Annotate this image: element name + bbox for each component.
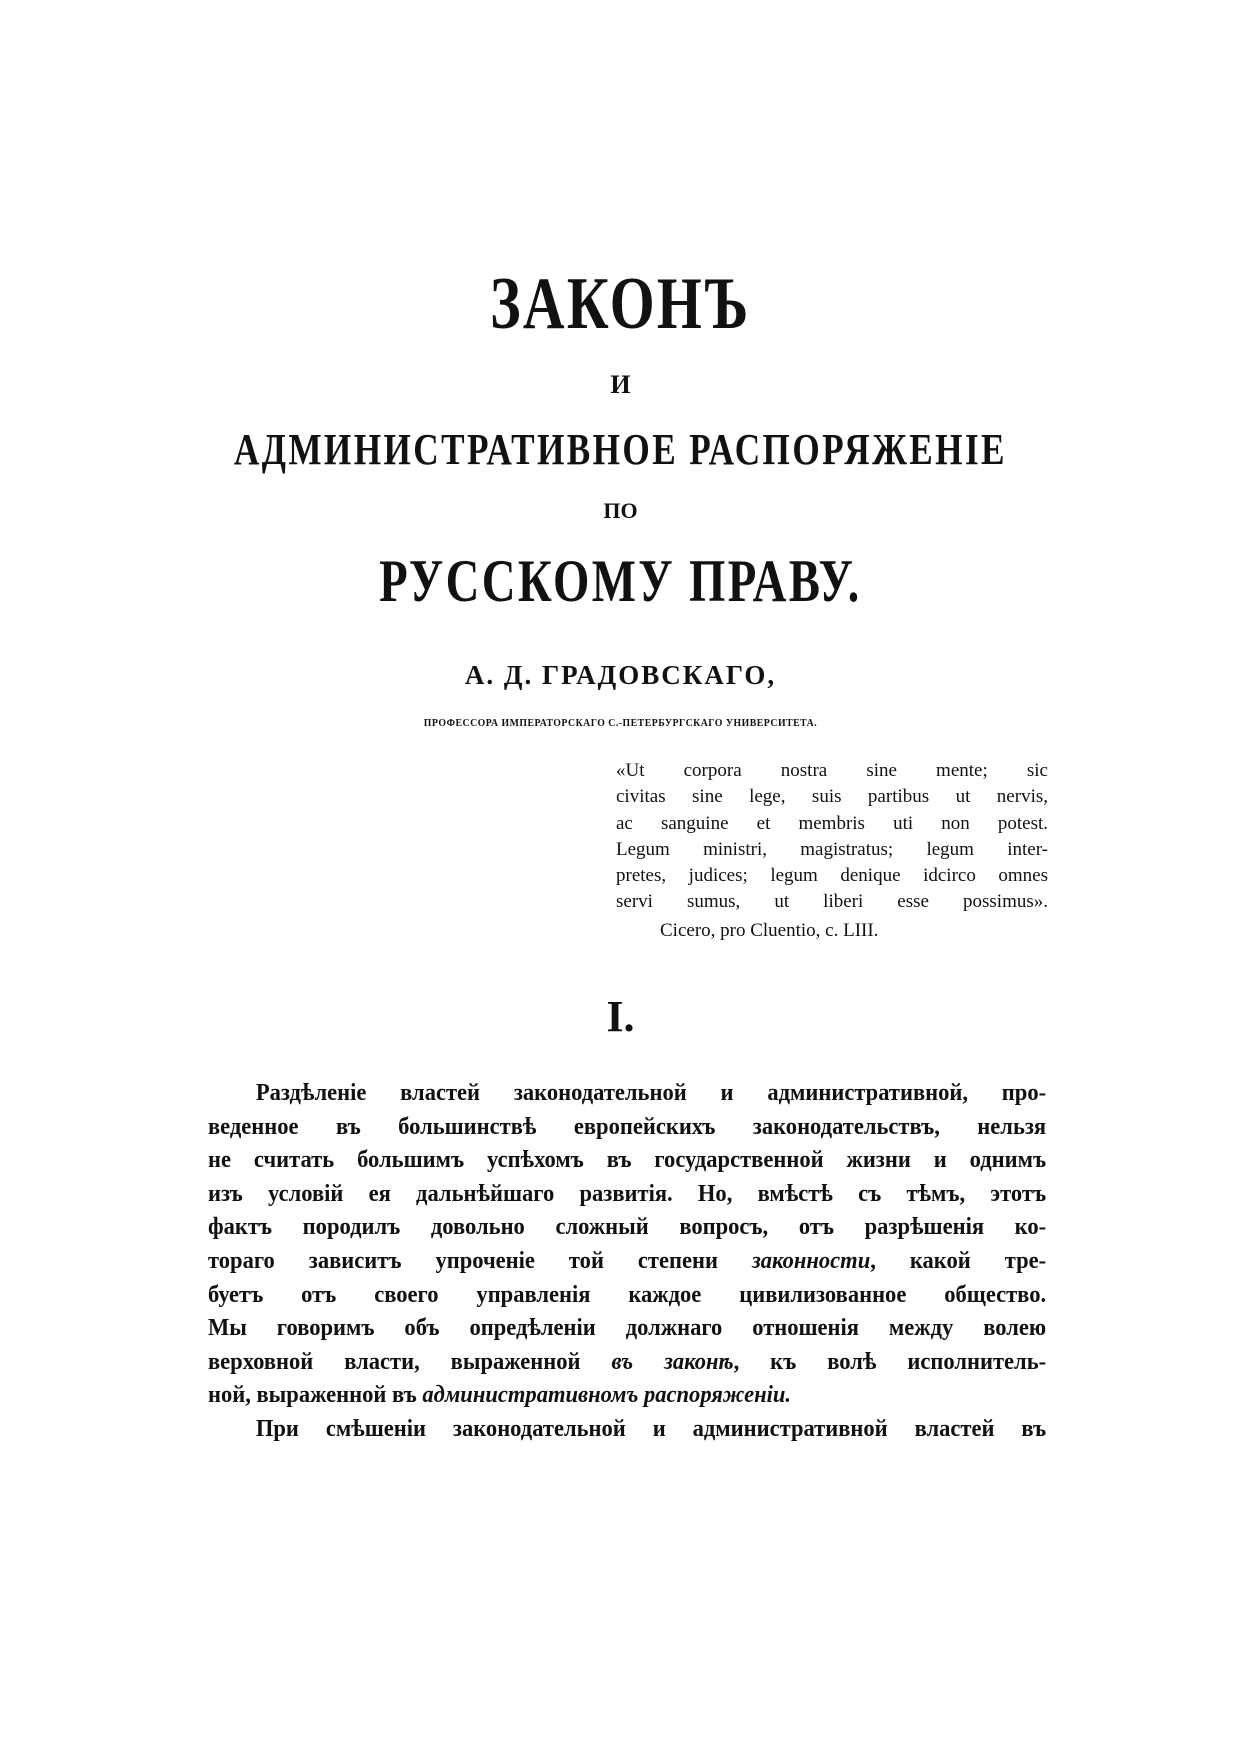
body-line	[208, 1345, 1046, 1379]
title-preposition: ПО	[603, 498, 638, 523]
epigraph-citation: Cicero, pro Cluentio, c. LIII.	[660, 920, 879, 941]
body-line: Мы говоримъ объ опредѣленіи должнаго отношенія между волею	[208, 1314, 1047, 1342]
body-paragraphs	[208, 1076, 1046, 1446]
title-subtitle: АДМИНИСТРАТИВНОЕ РАСПОРЯЖЕНІЕ	[233, 425, 1007, 474]
body-text-segment: тораго зависитъ упроченіе той степени	[208, 1246, 718, 1274]
epigraph	[616, 758, 1048, 916]
body-line: При смѣшеніи законодательной и административной властей въ	[255, 1414, 1047, 1442]
epigraph-line: ac sanguine et membris uti non potest.	[616, 812, 1048, 834]
epigraph-line: civitas sine lege, suis partibus ut nervis,	[616, 786, 1048, 808]
epigraph-line: «Ut corpora nostra sine mente; sic	[616, 760, 1048, 781]
emphasis-text: административномъ распоряженіи.	[422, 1381, 792, 1409]
epigraph-line: pretes, judices; legum denique idcirco omnes	[616, 865, 1048, 887]
body-text-segment: , какой тре-	[870, 1246, 1047, 1274]
title-main: ЗАКОНЪ	[490, 263, 751, 345]
emphasis-text: законности	[751, 1246, 871, 1274]
body-text-segment: ной, выраженной въ	[208, 1381, 417, 1409]
body-line: буетъ отъ своего управленія каждое цивилизованное общество.	[208, 1280, 1047, 1308]
body-line	[208, 1378, 1046, 1412]
body-line	[208, 1244, 1046, 1278]
body-line: фактъ породилъ довольно сложный вопросъ, отъ разрѣшенія ко-	[208, 1213, 1047, 1241]
epigraph-line: Legum ministri, magistratus; legum inter-	[616, 838, 1048, 860]
emphasis-text: въ законѣ	[611, 1347, 734, 1375]
body-line: веденное въ большинствѣ европейскихъ законодательствъ, нельзя	[208, 1112, 1047, 1140]
section-number: I.	[606, 992, 635, 1041]
body-text-segment: верховной власти, выраженной	[208, 1347, 581, 1375]
title-law: РУССКОМУ ПРАВУ.	[379, 548, 862, 614]
body-line: Раздѣленіе властей законодательной и административной, про-	[255, 1079, 1047, 1106]
author-name: А. Д. ГРАДОВСКАГО,	[464, 660, 777, 690]
epigraph-line: servi sumus, ut liberi esse possimus».	[616, 891, 1048, 913]
body-line: не считать большимъ успѣхомъ въ государственной жизни и однимъ	[208, 1146, 1047, 1174]
title-conjunction: И	[610, 370, 631, 399]
body-text-segment: , къ волѣ исполнитель-	[733, 1347, 1047, 1375]
author-position: ПРОФЕССОРА ИМПЕРАТОРСКАГО С.-ПЕТЕРБУРГСКАГО УНИВЕРСИТЕТА.	[423, 718, 818, 729]
body-line: изъ условій ея дальнѣйшаго развитія. Но, вмѣстѣ съ тѣмъ, этотъ	[208, 1179, 1047, 1207]
